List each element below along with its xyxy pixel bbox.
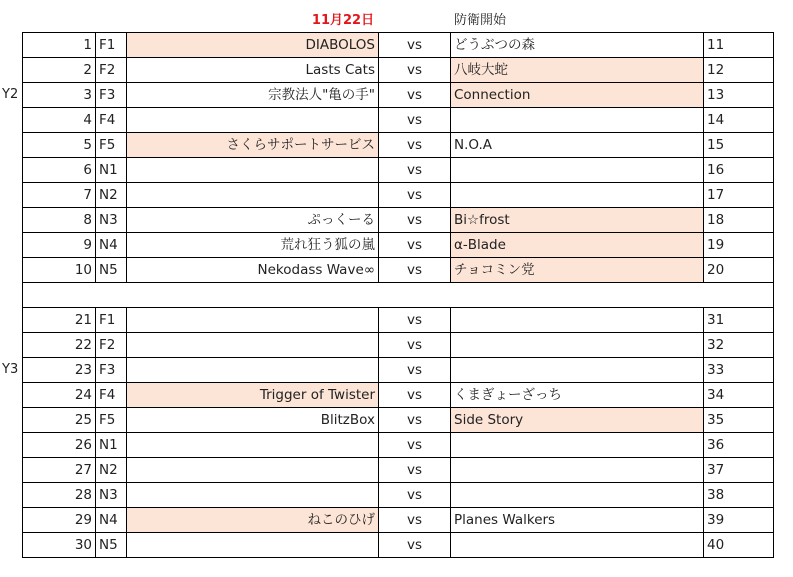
slot-code: N3 xyxy=(96,208,127,233)
slot-code: F4 xyxy=(96,383,127,408)
slot-code: N5 xyxy=(96,533,127,558)
vs-label: vs xyxy=(379,33,451,58)
right-team: Bi☆frost xyxy=(451,208,704,233)
match-number: 27 xyxy=(23,458,96,483)
table-row xyxy=(23,433,774,458)
opponent-number: 36 xyxy=(704,433,774,458)
vs-label: vs xyxy=(379,483,451,508)
opponent-number: 16 xyxy=(704,158,774,183)
table-row xyxy=(23,508,774,533)
table-row xyxy=(23,233,774,258)
slot-code: N4 xyxy=(96,233,127,258)
match-number: 9 xyxy=(23,233,96,258)
group-label-y3: Y3 xyxy=(2,362,19,377)
opponent-number: 18 xyxy=(704,208,774,233)
right-team: チョコミン党 xyxy=(451,258,704,283)
match-number: 3 xyxy=(23,83,96,108)
slot-code: N3 xyxy=(96,483,127,508)
table-row xyxy=(23,383,774,408)
right-team xyxy=(451,183,704,208)
match-number: 24 xyxy=(23,383,96,408)
table-row xyxy=(23,358,774,383)
opponent-number: 35 xyxy=(704,408,774,433)
right-team xyxy=(451,108,704,133)
match-number: 6 xyxy=(23,158,96,183)
opponent-number: 33 xyxy=(704,358,774,383)
vs-label: vs xyxy=(379,508,451,533)
right-team xyxy=(451,158,704,183)
match-number: 1 xyxy=(23,33,96,58)
opponent-number: 39 xyxy=(704,508,774,533)
slot-code: N5 xyxy=(96,258,127,283)
opponent-number: 40 xyxy=(704,533,774,558)
slot-code: N2 xyxy=(96,458,127,483)
slot-code: N4 xyxy=(96,508,127,533)
slot-code: F2 xyxy=(96,58,127,83)
defense-start-header: 防衛開始 xyxy=(454,13,507,28)
match-number: 29 xyxy=(23,508,96,533)
right-team: 八岐大蛇 xyxy=(451,58,704,83)
slot-code: F1 xyxy=(96,33,127,58)
left-team: BlitzBox xyxy=(127,408,379,433)
match-number: 28 xyxy=(23,483,96,508)
right-team: N.O.A xyxy=(451,133,704,158)
match-number: 7 xyxy=(23,183,96,208)
left-team xyxy=(127,483,379,508)
opponent-number: 20 xyxy=(704,258,774,283)
right-team xyxy=(451,308,704,333)
opponent-number: 38 xyxy=(704,483,774,508)
match-number: 21 xyxy=(23,308,96,333)
empty-cell xyxy=(127,283,379,308)
right-team: α-Blade xyxy=(451,233,704,258)
right-team xyxy=(451,433,704,458)
empty-cell xyxy=(704,283,774,308)
opponent-number: 15 xyxy=(704,133,774,158)
vs-label: vs xyxy=(379,183,451,208)
match-number: 25 xyxy=(23,408,96,433)
table-row xyxy=(23,183,774,208)
table-row xyxy=(23,158,774,183)
vs-label: vs xyxy=(379,208,451,233)
match-number: 5 xyxy=(23,133,96,158)
slot-code: F5 xyxy=(96,133,127,158)
left-team xyxy=(127,108,379,133)
opponent-number: 17 xyxy=(704,183,774,208)
opponent-number: 31 xyxy=(704,308,774,333)
vs-label: vs xyxy=(379,83,451,108)
opponent-number: 13 xyxy=(704,83,774,108)
table-row xyxy=(23,208,774,233)
slot-code: F2 xyxy=(96,333,127,358)
right-team xyxy=(451,533,704,558)
match-number: 30 xyxy=(23,533,96,558)
slot-code: F4 xyxy=(96,108,127,133)
table-row xyxy=(23,533,774,558)
opponent-number: 34 xyxy=(704,383,774,408)
left-team: Trigger of Twister xyxy=(127,383,379,408)
opponent-number: 14 xyxy=(704,108,774,133)
left-team xyxy=(127,158,379,183)
left-team xyxy=(127,433,379,458)
empty-cell xyxy=(451,283,704,308)
slot-code: F3 xyxy=(96,358,127,383)
table-row xyxy=(23,33,774,58)
table-row xyxy=(23,258,774,283)
match-number: 2 xyxy=(23,58,96,83)
opponent-number: 19 xyxy=(704,233,774,258)
slot-code: N1 xyxy=(96,158,127,183)
right-team: Planes Walkers xyxy=(451,508,704,533)
left-team: 宗教法人"亀の手" xyxy=(127,83,379,108)
opponent-number: 12 xyxy=(704,58,774,83)
right-team xyxy=(451,483,704,508)
match-number: 8 xyxy=(23,208,96,233)
match-number: 22 xyxy=(23,333,96,358)
vs-label: vs xyxy=(379,158,451,183)
right-team: Connection xyxy=(451,83,704,108)
slot-code: F1 xyxy=(96,308,127,333)
left-team: ぷっくーる xyxy=(127,208,379,233)
slot-code: F5 xyxy=(96,408,127,433)
slot-code: N1 xyxy=(96,433,127,458)
table-row xyxy=(23,58,774,83)
vs-label: vs xyxy=(379,58,451,83)
opponent-number: 11 xyxy=(704,33,774,58)
left-team: DIABOLOS xyxy=(127,33,379,58)
opponent-number: 37 xyxy=(704,458,774,483)
vs-label: vs xyxy=(379,408,451,433)
vs-label: vs xyxy=(379,308,451,333)
left-team xyxy=(127,458,379,483)
match-number: 10 xyxy=(23,258,96,283)
vs-label: vs xyxy=(379,108,451,133)
vs-label: vs xyxy=(379,358,451,383)
table-row xyxy=(23,458,774,483)
vs-label: vs xyxy=(379,133,451,158)
vs-label: vs xyxy=(379,258,451,283)
vs-label: vs xyxy=(379,433,451,458)
table-row xyxy=(23,83,774,108)
left-team xyxy=(127,333,379,358)
separator-row xyxy=(23,283,774,308)
vs-label: vs xyxy=(379,233,451,258)
vs-label: vs xyxy=(379,383,451,408)
empty-cell xyxy=(23,283,96,308)
right-team xyxy=(451,458,704,483)
match-number: 4 xyxy=(23,108,96,133)
vs-label: vs xyxy=(379,333,451,358)
table-row xyxy=(23,133,774,158)
table-row xyxy=(23,308,774,333)
slot-code: F3 xyxy=(96,83,127,108)
table-row xyxy=(23,483,774,508)
match-schedule-table xyxy=(22,32,774,558)
empty-cell xyxy=(379,283,451,308)
table-row xyxy=(23,408,774,433)
left-team xyxy=(127,183,379,208)
vs-label: vs xyxy=(379,533,451,558)
empty-cell xyxy=(96,283,127,308)
vs-label: vs xyxy=(379,458,451,483)
left-team: 荒れ狂う狐の嵐 xyxy=(127,233,379,258)
date-header: 11月22日 xyxy=(311,13,375,28)
right-team: Side Story xyxy=(451,408,704,433)
left-team: さくらサポートサービス xyxy=(127,133,379,158)
left-team: Nekodass Wave∞ xyxy=(127,258,379,283)
left-team xyxy=(127,358,379,383)
left-team xyxy=(127,533,379,558)
table-row xyxy=(23,333,774,358)
slot-code: N2 xyxy=(96,183,127,208)
right-team: くまぎょーざっち xyxy=(451,383,704,408)
match-number: 26 xyxy=(23,433,96,458)
group-label-y2: Y2 xyxy=(2,87,19,102)
match-number: 23 xyxy=(23,358,96,383)
right-team xyxy=(451,333,704,358)
left-team: ねこのひげ xyxy=(127,508,379,533)
table-row xyxy=(23,108,774,133)
opponent-number: 32 xyxy=(704,333,774,358)
right-team xyxy=(451,358,704,383)
left-team: Lasts Cats xyxy=(127,58,379,83)
left-team xyxy=(127,308,379,333)
right-team: どうぶつの森 xyxy=(451,33,704,58)
